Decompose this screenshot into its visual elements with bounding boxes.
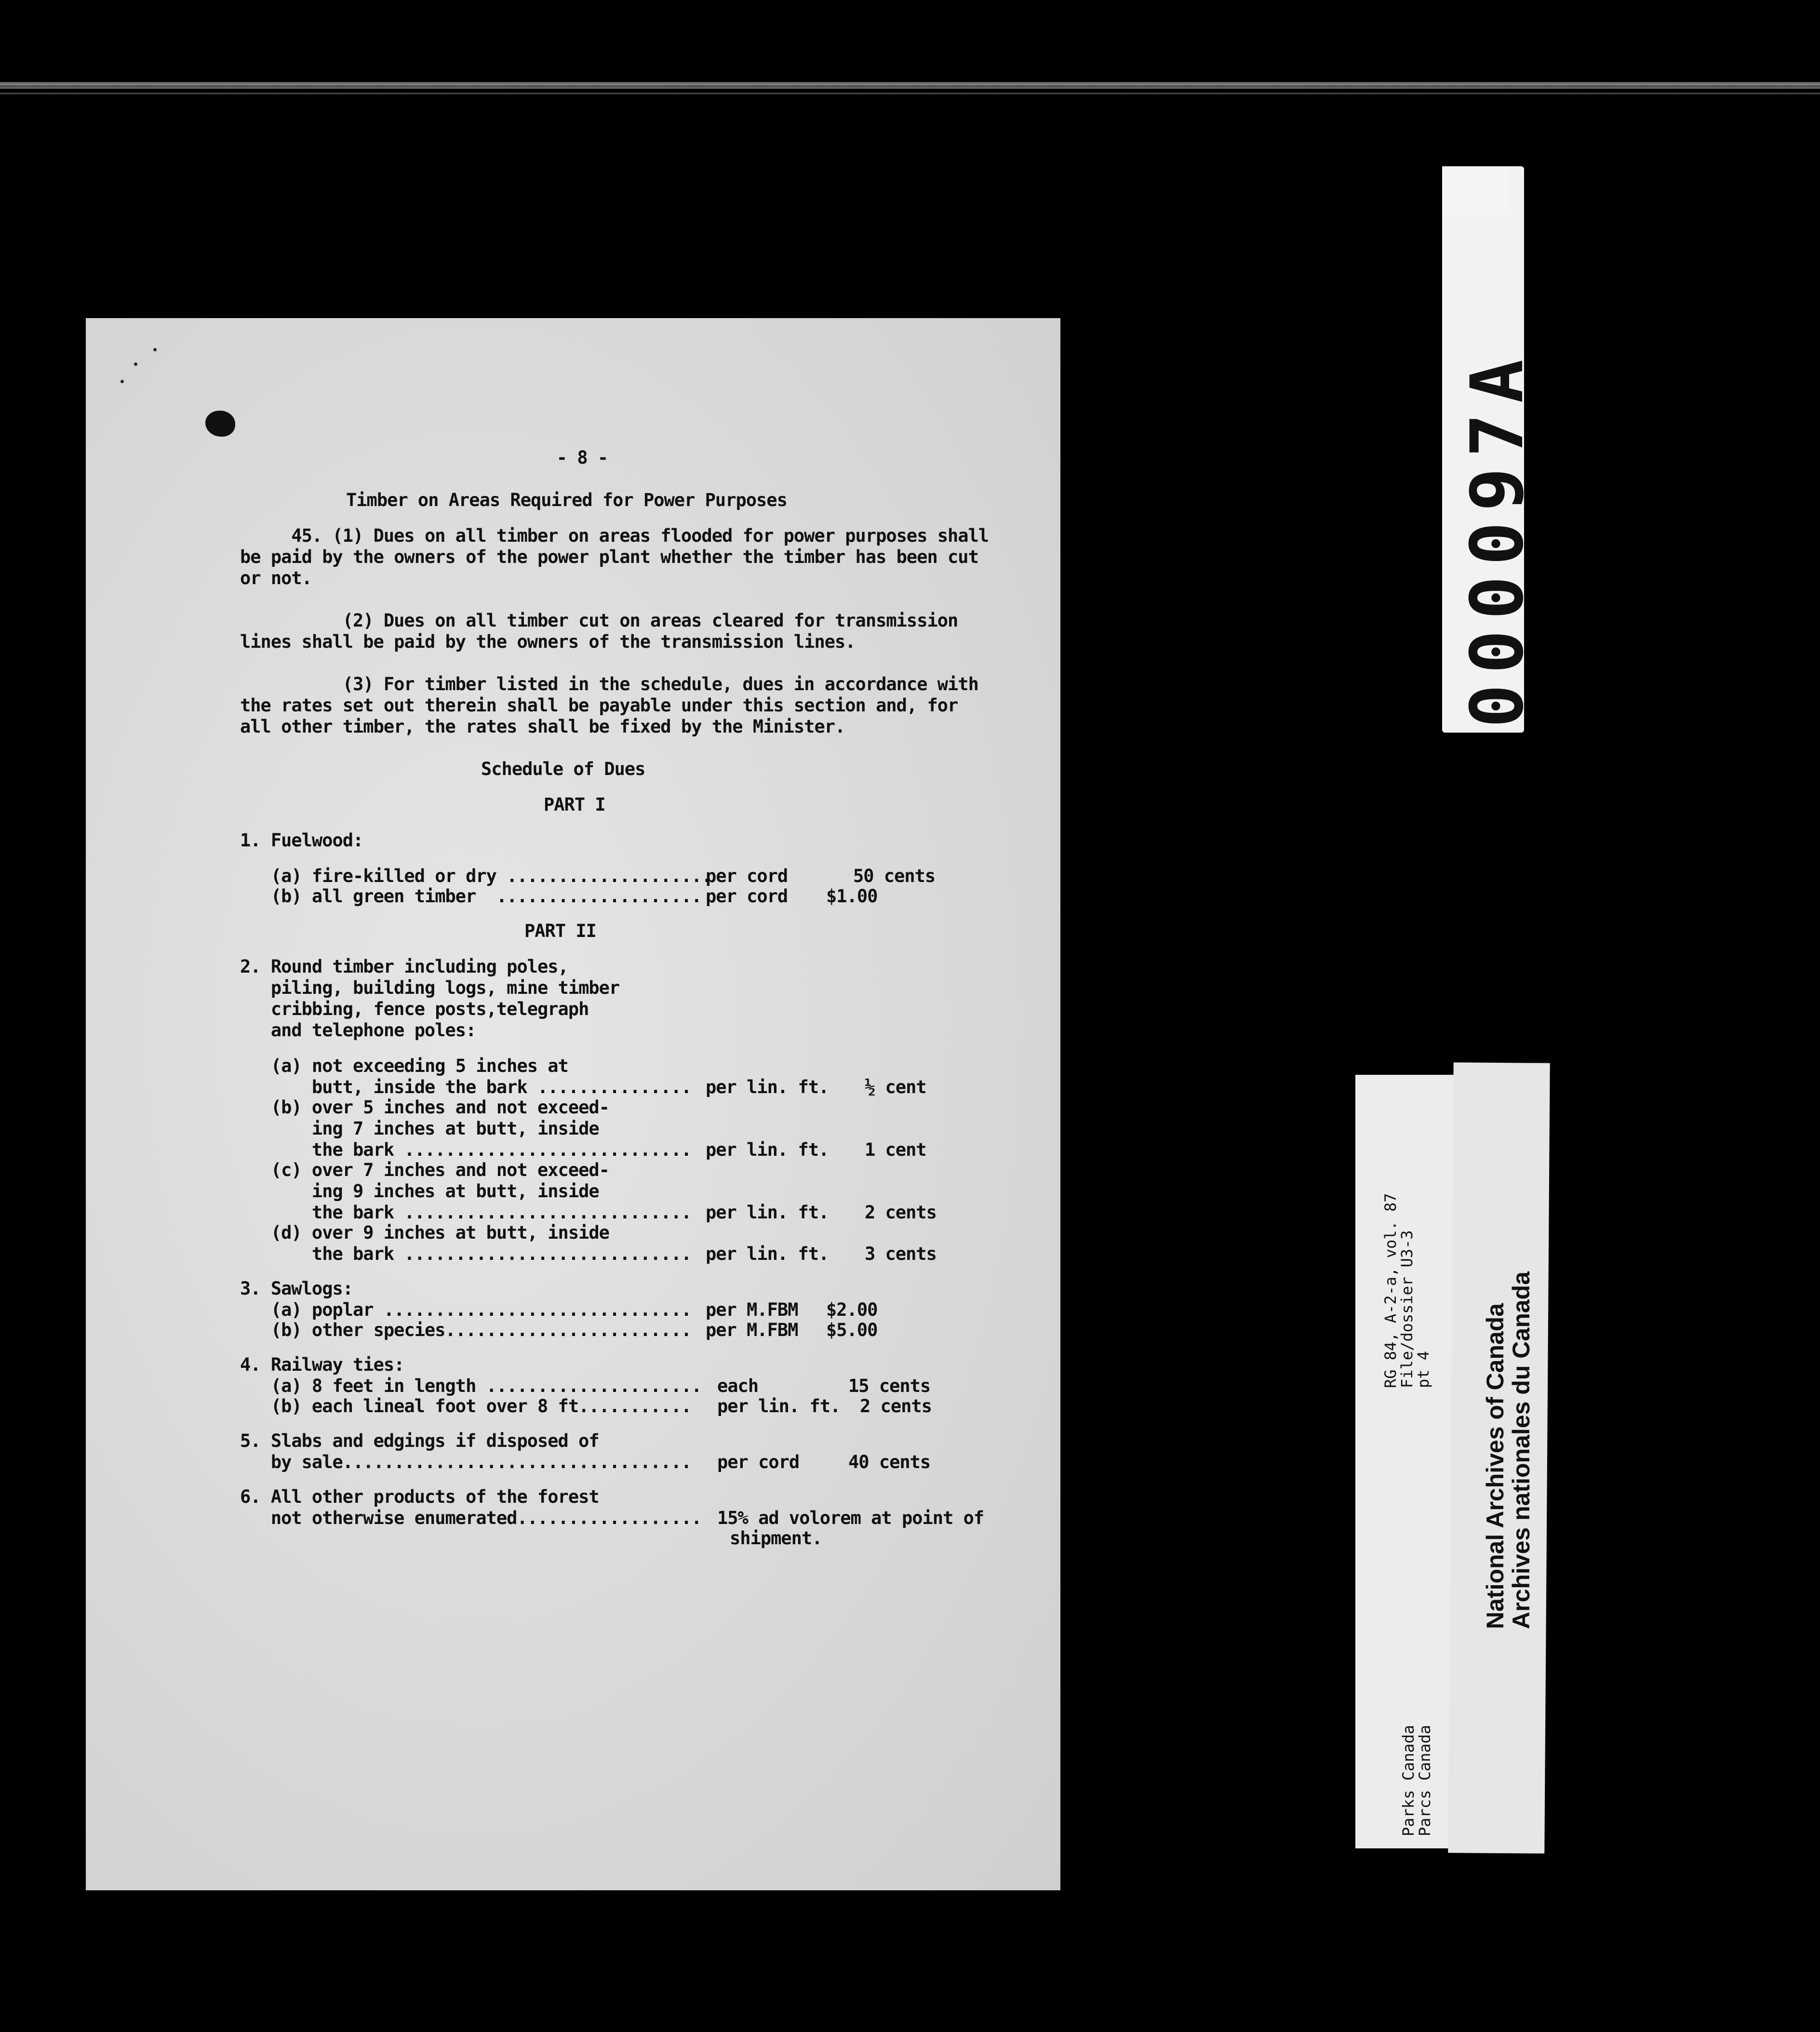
section-heading: Timber on Areas Required for Power Purposes	[346, 490, 787, 510]
row-description: (a) not exceeding 5 inches at	[240, 1056, 568, 1076]
schedule-row	[240, 1396, 1050, 1416]
frame-number	[1456, 349, 1539, 728]
schedule-row	[240, 1243, 1050, 1264]
row-rate: 50 cents	[853, 866, 936, 886]
item-3-heading: 3. Sawlogs:	[240, 1278, 353, 1299]
row-unit: per cord	[706, 866, 788, 886]
row-unit: per lin. ft.	[706, 1139, 829, 1160]
row-unit: each	[717, 1376, 759, 1396]
row-rate: $2.00	[826, 1299, 878, 1320]
paragraph-line: the rates set out therein shall be payable under this section and, for	[240, 695, 958, 716]
paragraph-line: be paid by the owners of the power plant whether the timber has been cut	[240, 547, 978, 567]
paragraph-line: 45. (1) Dues on all timber on areas flooded for power purposes shall	[240, 525, 989, 546]
parks-canada-text: Parks Canada Parcs Canada	[1399, 1725, 1434, 1836]
item-2-heading: piling, building logs, mine timber	[240, 977, 620, 998]
row-unit: per lin. ft.	[706, 1077, 829, 1097]
row-description: by sale..................................	[240, 1452, 692, 1472]
row-rate: ½ cent	[865, 1077, 926, 1097]
row-description: (b) other species........................	[240, 1320, 692, 1340]
frame-number-tab	[1442, 166, 1508, 214]
row-description: ing 9 inches at butt, inside	[240, 1181, 599, 1202]
row-unit: per lin. ft.	[717, 1396, 841, 1417]
row-description: ing 7 inches at butt, inside	[240, 1118, 599, 1139]
ink-speck	[153, 348, 157, 351]
row-description: butt, inside the bark ...............	[240, 1077, 692, 1097]
schedule-row	[240, 1139, 1050, 1160]
film-edge-rule	[0, 82, 1820, 89]
page-number: - 8 -	[556, 447, 608, 468]
part-2-title: PART II	[524, 921, 596, 941]
row-description: (b) each lineal foot over 8 ft...........	[240, 1396, 692, 1417]
paragraph-45-2	[240, 610, 1050, 653]
row-description: (a) fire-killed or dry ....................	[240, 866, 712, 886]
row-rate: 2 cents	[865, 1202, 937, 1223]
row-unit: per M.FBM	[706, 1320, 798, 1340]
row-description: (a) 8 feet in length .....................	[240, 1376, 702, 1396]
item-2-heading: cribbing, fence posts,telegraph	[240, 999, 589, 1019]
ink-speck	[120, 380, 124, 383]
row-rate: 40 cents	[848, 1452, 931, 1472]
paragraph-line: (2) Dues on all timber cut on areas cleared for transmission	[240, 610, 958, 631]
row-unit: per cord	[706, 886, 788, 907]
schedule-row	[240, 886, 1050, 906]
paragraph-45-3	[240, 674, 1050, 737]
paragraph-45-1	[240, 525, 1050, 589]
document-body	[240, 447, 1050, 1548]
item-1-heading: 1. Fuelwood:	[240, 830, 363, 851]
row-rate: shipment.	[730, 1528, 822, 1549]
row-rate: $5.00	[826, 1320, 878, 1340]
row-unit: per M.FBM	[706, 1299, 798, 1320]
row-rate: 3 cents	[865, 1243, 937, 1264]
schedule-row	[240, 1320, 1050, 1340]
schedule-row-continuation	[240, 1528, 1050, 1548]
schedule-row	[240, 1202, 1050, 1222]
item-5-heading: 5. Slabs and edgings if disposed of	[240, 1430, 599, 1451]
row-unit: per lin. ft.	[706, 1243, 829, 1264]
schedule-row	[240, 1508, 1050, 1528]
schedule-row	[240, 1452, 1050, 1472]
item-4-heading: 4. Railway ties:	[240, 1354, 404, 1375]
document-sheet	[86, 318, 1060, 1890]
row-description: the bark ............................	[240, 1202, 692, 1223]
schedule-row	[240, 1299, 1050, 1320]
row-description: the bark ............................	[240, 1243, 692, 1264]
national-archives-text: National Archives of Canada Archives nationales du Canada	[1482, 1271, 1535, 1629]
paragraph-line: all other timber, the rates shall be fixed by the Minister.	[240, 716, 845, 737]
row-rate: 15% ad volorem at point of	[717, 1508, 984, 1528]
row-rate: $1.00	[826, 886, 878, 907]
row-description: (d) over 9 inches at butt, inside	[240, 1222, 609, 1243]
row-description: (c) over 7 inches and not exceed-	[240, 1160, 609, 1180]
row-unit: per lin. ft.	[706, 1202, 829, 1223]
part-1-title: PART I	[544, 794, 605, 815]
ink-blot	[205, 411, 235, 437]
row-rate: 1 cent	[865, 1139, 926, 1160]
row-rate: 15 cents	[848, 1376, 931, 1396]
row-description: (a) poplar ..............................	[240, 1299, 692, 1320]
schedule-row	[240, 1077, 1050, 1097]
schedule-row	[240, 866, 1050, 886]
paragraph-line: or not.	[240, 568, 312, 588]
frame-number-suffix: A	[1456, 348, 1539, 403]
row-rate: 2 cents	[860, 1396, 932, 1417]
paragraph-line: (3) For timber listed in the schedule, dues in accordance with	[240, 674, 978, 695]
archive-reference-text: RG 84, A-2-a, vol. 87 File/dossier U3-3 pt 4	[1381, 1193, 1432, 1388]
item-2-heading: and telephone poles:	[240, 1020, 476, 1041]
row-description: not otherwise enumerated..................	[240, 1508, 702, 1528]
item-6-heading: 6. All other products of the forest	[240, 1486, 599, 1507]
paragraph-line: lines shall be paid by the owners of the transmission lines.	[240, 631, 856, 652]
schedule-title: Schedule of Dues	[481, 759, 645, 779]
item-2-heading: 2. Round timber including poles,	[240, 956, 568, 977]
row-unit: per cord	[717, 1452, 800, 1472]
ink-speck	[134, 362, 137, 366]
row-description: the bark ............................	[240, 1139, 692, 1160]
schedule-row	[240, 1376, 1050, 1396]
row-description: (b) all green timber ....................	[240, 886, 702, 907]
frame-number-digits: 000097	[1456, 403, 1539, 728]
row-description: (b) over 5 inches and not exceed-	[240, 1097, 609, 1118]
film-edge-rule-secondary	[0, 93, 1820, 94]
